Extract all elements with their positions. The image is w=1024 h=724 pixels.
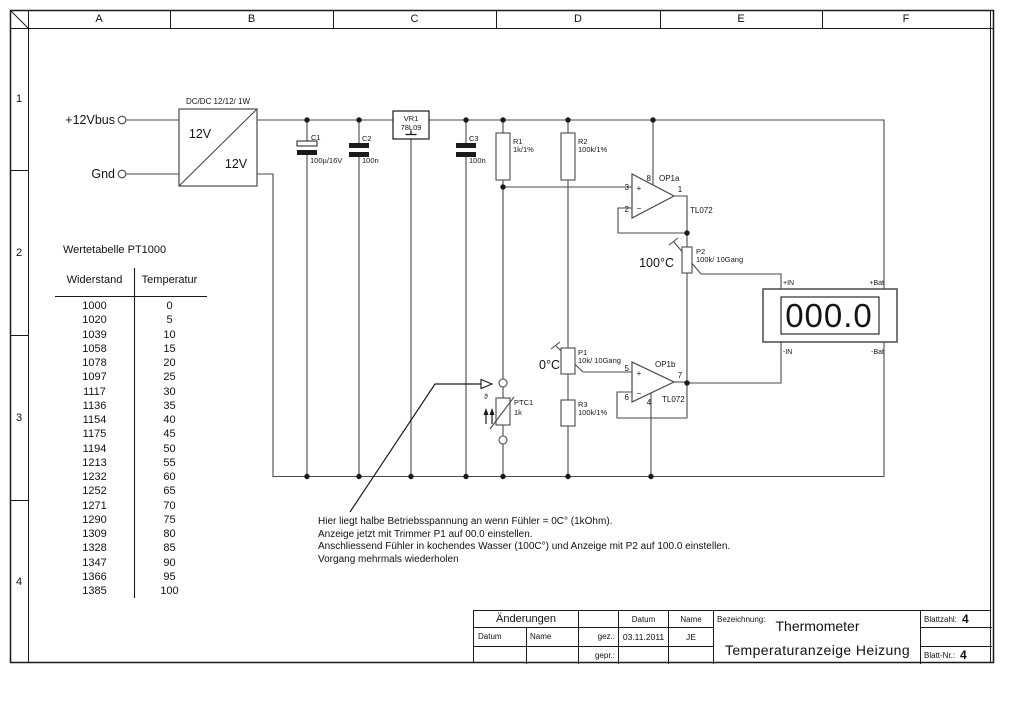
op1a-pin2: 2 — [624, 205, 629, 214]
op1a-minus: − — [636, 204, 642, 213]
ptc1-bottom-terminal — [499, 436, 507, 444]
temperature-value: 85 — [163, 542, 176, 555]
title-block — [473, 610, 991, 663]
resistance-value: 1136 — [82, 399, 107, 412]
table-row — [55, 442, 205, 456]
name-column-header: Name — [680, 614, 702, 624]
temperature-value: 55 — [163, 456, 176, 469]
column-letter: E — [737, 13, 745, 25]
p2-value: 100k/ 10Gang — [696, 255, 744, 264]
temperature-value: 35 — [163, 399, 176, 412]
regulator-vr1 — [393, 111, 429, 139]
temperature-value: 60 — [163, 471, 176, 483]
r1-value: 1k/1% — [513, 145, 534, 154]
dcdc-primary-label: 12V — [188, 127, 212, 141]
resistance-value: 1366 — [82, 570, 107, 583]
note-line: Hier liegt halbe Betriebsspannung an wenn Fühler = 0C° (1kOhm). — [318, 516, 613, 527]
c1-ref: C1 — [311, 133, 321, 142]
op1a-plus: + — [636, 184, 642, 193]
op1a-part: TL072 — [690, 206, 713, 215]
resistance-value: 1039 — [82, 328, 107, 341]
ptc1-ref: PTC1 — [514, 398, 534, 407]
sheet-count-label: Blattzahl: — [924, 614, 957, 624]
resistance-value: 1213 — [82, 456, 107, 469]
capacitor-c1 — [297, 133, 342, 165]
note-line: Anzeige jetzt mit Trimmer P1 auf 00.0 einstellen. — [318, 528, 533, 540]
value-table-col1-header: Widerstand — [66, 274, 123, 286]
op1b-minus: − — [636, 389, 642, 398]
c1-value: 100µ/16V — [310, 156, 343, 165]
display-pin-bat-p: +Bat — [869, 280, 884, 287]
potentiometer-p1 — [539, 348, 621, 374]
temperature-value: 20 — [163, 357, 176, 369]
frame-row-numbers — [10, 28, 28, 663]
dcdc-converter — [179, 97, 257, 186]
resistance-value: 1097 — [82, 371, 107, 384]
changes-date-subheader: Datum — [478, 632, 502, 641]
note-pointer-arrow — [350, 380, 492, 513]
ptc1-value: 1k — [514, 408, 522, 417]
r3-value: 100k/1% — [578, 408, 608, 417]
temperature-value: 65 — [163, 485, 176, 498]
table-row — [55, 356, 205, 370]
display-pin-in-p: +IN — [783, 280, 795, 287]
c3-ref: C3 — [469, 134, 479, 143]
sensor-ptc1 — [484, 379, 534, 444]
table-row — [55, 527, 205, 541]
temperature-value: 80 — [163, 528, 176, 540]
resistance-value: 1058 — [82, 342, 107, 355]
temperature-value: 30 — [163, 385, 176, 398]
op1b-pin4: 4 — [646, 398, 652, 407]
temperature-value: 45 — [163, 428, 176, 441]
vr1-value: 78L09 — [400, 123, 422, 132]
table-row — [55, 328, 205, 342]
resistance-value: 1328 — [82, 542, 107, 555]
ptc1-theta-symbol: ϑ — [484, 394, 488, 401]
row-number: 1 — [15, 93, 23, 105]
resistance-value: 1232 — [82, 471, 107, 483]
dcdc-title: DC/DC 12/12/ 1W — [185, 97, 251, 106]
row-number: 2 — [15, 246, 23, 259]
drawn-by-label: gez.: — [597, 632, 615, 641]
column-letter: D — [574, 13, 582, 25]
resistance-value: 1252 — [82, 485, 107, 498]
note-line: Vorgang mehrmals wiederholen — [318, 553, 459, 565]
table-row — [55, 299, 205, 313]
sheet-number-label: Blatt-Nr.: — [924, 650, 956, 660]
temperature-value: 40 — [163, 414, 176, 426]
table-row — [55, 570, 205, 584]
table-row — [55, 427, 205, 441]
table-row — [55, 513, 205, 527]
changes-header: Änderungen — [496, 613, 556, 625]
p1-ref: P1 — [578, 348, 588, 357]
capacitor-c3 — [456, 134, 486, 165]
value-table-rows — [55, 299, 205, 598]
resistance-value: 1020 — [82, 314, 107, 327]
resistance-value: 1194 — [82, 442, 107, 455]
p2-cal-label: 100°C — [639, 256, 674, 270]
potentiometer-p2 — [639, 247, 743, 273]
panel-meter — [763, 280, 897, 356]
table-row — [55, 456, 205, 470]
sheet-count-value: 4 — [962, 612, 969, 626]
temperature-value: 0 — [166, 300, 173, 312]
table-row — [55, 413, 205, 427]
temperature-value: 5 — [166, 314, 173, 327]
drawn-initials: JE — [686, 631, 696, 642]
op1a-ref: OP1a — [659, 174, 680, 183]
gnd-label: Gnd — [91, 167, 115, 181]
resistance-value: 1347 — [82, 556, 107, 569]
table-row — [55, 499, 205, 513]
row-number: 3 — [15, 411, 23, 424]
r3-ref: R3 — [578, 400, 588, 409]
vr1-ref: VR1 — [403, 114, 419, 123]
c2-value: 100n — [362, 156, 379, 165]
ptc1-top-terminal — [499, 379, 507, 387]
gnd-terminal — [118, 170, 126, 178]
display-pin-in-n: -IN — [783, 349, 793, 356]
resistance-value: 1175 — [82, 428, 107, 441]
temperature-value: 15 — [163, 342, 176, 355]
value-table-col2-header: Temperatur — [141, 274, 198, 286]
table-row — [55, 342, 205, 356]
p1-value: 10k/ 10Gang — [578, 356, 621, 365]
resistance-value: 1078 — [82, 357, 107, 369]
table-row — [55, 370, 205, 384]
temperature-value: 100 — [160, 585, 179, 597]
temperature-value: 75 — [163, 513, 176, 526]
column-letter: F — [902, 13, 910, 25]
calibration-note — [318, 516, 730, 566]
resistance-value: 1309 — [82, 528, 107, 540]
table-row — [55, 470, 205, 484]
vbus-label: +12Vbus — [65, 113, 115, 127]
dcdc-secondary-label: 12V — [224, 157, 248, 171]
designation-label: Bezeichnung: — [717, 614, 766, 624]
op1a-pin8: 8 — [646, 174, 651, 183]
note-line: Anschliessend Fühler in kochendes Wasser (100C°) und Anzeige mit P2 auf 100.0 einstellen. — [318, 541, 731, 553]
sheet-number-value: 4 — [960, 648, 967, 662]
op1b-pin6: 6 — [624, 393, 629, 402]
capacitor-c2 — [349, 134, 379, 165]
display-pin-bat-n: -Bat — [871, 349, 884, 356]
resistor-r1 — [496, 133, 534, 180]
p2-ref: P2 — [696, 247, 706, 256]
table-row — [55, 556, 205, 570]
op1a-pin3: 3 — [624, 183, 629, 192]
resistance-value: 1154 — [82, 414, 107, 426]
frame-column-letters — [28, 10, 990, 28]
resistance-value: 1271 — [82, 499, 107, 512]
op1b-plus: + — [636, 369, 642, 378]
op1b-pin5: 5 — [624, 364, 629, 373]
op1b-pin7: 7 — [677, 371, 683, 380]
resistance-value: 1385 — [82, 585, 107, 597]
temperature-value: 50 — [163, 442, 176, 455]
project-title: Thermometer — [775, 618, 860, 634]
date-column-header: Datum — [631, 614, 656, 624]
row-number: 4 — [15, 575, 23, 588]
c3-value: 100n — [469, 156, 486, 165]
vbus-terminal — [118, 116, 126, 124]
op1b-ref: OP1b — [655, 360, 676, 369]
r2-value: 100k/1% — [578, 145, 608, 154]
value-table-header — [55, 274, 205, 286]
value-table-title: Wertetabelle PT1000 — [63, 244, 167, 256]
temperature-value: 95 — [163, 570, 176, 583]
table-row — [55, 313, 205, 327]
drawn-date: 03.11.2011 — [622, 631, 665, 642]
changes-name-subheader: Name — [530, 632, 552, 641]
resistance-value: 1117 — [83, 385, 106, 398]
ptc1-arrows — [484, 408, 495, 424]
temperature-value: 10 — [163, 328, 176, 341]
resistance-value: 1290 — [82, 513, 107, 526]
table-row — [55, 484, 205, 498]
temperature-value: 90 — [163, 556, 176, 569]
table-row — [55, 584, 205, 598]
checked-by-label: gepr.: — [594, 650, 615, 660]
op1a-pin1: 1 — [677, 185, 683, 194]
r1-ref: R1 — [513, 137, 523, 146]
resistor-r2 — [561, 133, 608, 180]
opamp-op1b — [625, 360, 686, 407]
op1b-part: TL072 — [662, 395, 685, 404]
opamp-op1a — [625, 174, 714, 218]
table-row — [55, 399, 205, 413]
column-letter: A — [95, 13, 103, 25]
temperature-value: 25 — [163, 371, 176, 384]
resistor-r3 — [561, 400, 608, 426]
column-letter: B — [247, 13, 256, 25]
c2-ref: C2 — [362, 134, 372, 143]
r2-ref: R2 — [578, 137, 588, 146]
resistance-value: 1000 — [82, 300, 107, 312]
table-row — [55, 541, 205, 555]
column-letter: C — [410, 13, 419, 25]
p1-cal-label: 0°C — [539, 358, 560, 372]
table-row — [55, 385, 205, 399]
display-value: 000.0 — [785, 297, 873, 334]
project-subtitle: Temperaturanzeige Heizung — [724, 642, 911, 658]
temperature-value: 70 — [163, 499, 176, 512]
power-input — [65, 113, 126, 181]
